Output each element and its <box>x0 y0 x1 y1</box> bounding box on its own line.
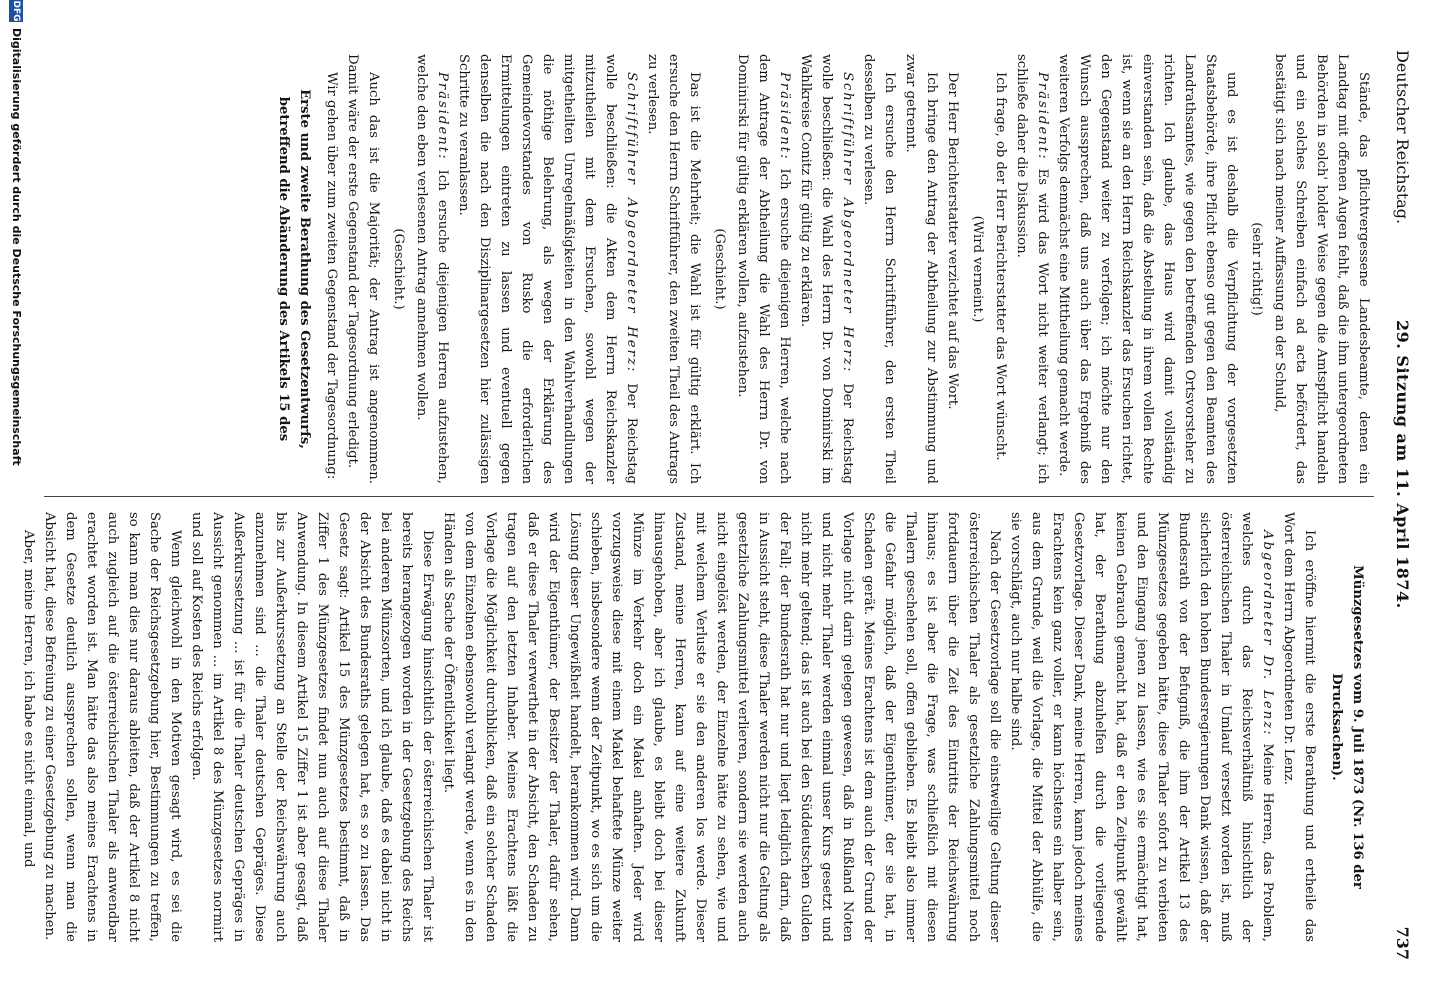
body-paragraph: Ich frage, ob der Herr Berichterstatter das Wort wünscht. <box>993 72 1008 461</box>
body-paragraph: Nach der Gesetzvorlage soll die einstweilige Geltung dieser österreichischen Thaler als gesetzliche Zahlungsmittel noch fortdauern über die Zeit des Eintritts der Reichswährung hinaus; es ist aber die Frage, was schließlich mit diesen Thalern geschehen soll, offen geblieben. Es bleibt also immer die Gefahr möglich, daß der Eigenthümer, der sie hat, in Schaden gerät. Meines Erachtens ist dem auch der Grund der Vorlage nicht darin gelegen gewesen, daß in Rußland Noten und nicht mehr Thaler werden einmal unser Kurs gesetzt und nicht mehr geltend; das ist auch bei den Süddeutschen Gulden der Fall; der Bundesrath hat nur und liegt lediglich darin, daß in Aussicht steht, diese Thaler werden nicht nur die Geltung als gesetzliche Zahlungsmittel verlieren, sondern sie werden auch nicht eingelöst werden, der Einzelne hätte zu sehen, wie und mit welchem Verluste er sie den anderen los werde. Dieser Zustand, meine Herren, kann auf eine weitere Zukunft hinausgehoben, aber ich glaube, es bleibt doch bei dieser Münze im Verkehr doch ein Makel anhaften. Jeder wird vorzugsweise diese mit einem Makel behaftete Münze weiter schieben, insbesondere wenn der Zeitpunkt, wo es sich um die Lösung dieser Ungewißheit handelt, herankommen wird. Dann wird der Eigenthümer, der Besitzer der Thaler, dafür sehen, daß er diese Thaler verwerthet in der Absicht, den Schaden zu tragen auf den letzten Inhaber. Meines Erachtens läßt die Vorlage die Möglichkeit durchblicken, daß ein solcher Schaden von dem Einzelnen ebensowohl verlangt werde, wenn es in den Händen als Sache der Öffentlichkeit liegt. <box>441 512 1002 942</box>
digitization-credit: Digitalisierung gefördert durch die Deutsche Forschungsgemeinschaft <box>10 28 23 466</box>
agenda-heading: Erste und zweite Berathung des Gesetzentwurfs, betreffend die Abänderung des Artikels 15 des <box>276 89 312 449</box>
body-paragraph: und es ist deshalb die Verpflichtung der vorgesetzten Staatsbehörde, ihre Pflicht ebenso gut gegen den Beamten des Landrathsamtes, wie gegen den betreffenden Ortsvorsteher zu richten. Ich glaube, das Haus wird damit vollständig einverstanden sein, daß die Abstellung in ihrem vollen Rechte ist, wenn sie an den Herrn Reichskanzler das Ersuchen richtet, den Gegenstand weiter zu verfolgen; ich möchte nur den Wunsch aussprechen, daß uns auch über das Ergebniß des weiteren Verfolgs demnächst eine Mittheilung gemacht werde. <box>1056 54 1239 484</box>
speech-paragraph <box>732 54 795 484</box>
agenda-heading: Münzgesetzes vom 9. Juli 1873 (Nr. 136 der Drucksachen). <box>1329 565 1365 889</box>
stage-direction: (Geschieht.) <box>391 228 406 310</box>
speech-paragraph <box>453 54 642 484</box>
body-paragraph: Diese Erwägung hinsichtlich der österreichischen Thaler ist bereits herangezogen worden in der Gesetzgebung des Reichs bei anderen Münzsorten, und ich glaube, daß es dabei nicht in der Absicht des Bundesraths gelegen hat, es so zu lassen. Das Gesetz sagt: Artikel 15 des Münzgesetzes bestimmt, daß in Ziffer 1 des Münzgesetzes findet nun auch auf diese Thaler Anwendung. In diesem Artikel 15 Ziffer 1 ist aber gesagt, daß bis zur Außerkurssetzung an Stelle der Reichswährung auch anzunehmen sind ... die Thaler deutschen Gepräges. Diese Außerkurssetzung ... ist für die Thaler deutschen Gepräges in Aussicht genommen ... im Artikel 8 des Münzgesetzes normirt und soll auf Kosten des Reichs erfolgen. <box>189 512 435 942</box>
body-paragraph: Das ist die Mehrheit; die Wahl ist für gültig erklärt. Ich ersuche den Herrn Schriftführer, den zweiten Theil des Antrags zu verlesen. <box>645 54 702 484</box>
speech-text: Ich ersuche diejenigen Herren aufzustehen, welche den eben verlesenen Antrag annehmen wollen. <box>414 54 450 484</box>
speech-paragraph <box>795 54 858 484</box>
speaker-name: Schriftführer Abgeordneter Herz: <box>624 72 639 374</box>
body-paragraph: Wir gehen über zum zweiten Gegenstand der Tagesordnung: <box>324 72 339 480</box>
dfg-logo: DFG <box>11 0 21 22</box>
body-paragraph: Aber, meine Herren, ich habe es nicht einmal, und <box>21 530 36 868</box>
speech-text: Ich ersuche diejenigen Herren, welche nach dem Antrage der Abtheilung die Wahl des Herrn Dr. von Dominirski für gültig erklären wollen, aufzustehen. <box>735 54 792 484</box>
body-paragraph: Wenn gleichwohl in den Motiven gesagt wird, es sei die Sache der Reichsgesetzgebung hier, Bestimmungen zu treffen, so kann man dies nur daraus ableiten, daß der Artikel 8 nicht auch zugleich auf die österreichischen Thaler als anwendbar erachtet worden ist. Man hätte das also meines Erachtens in dem Gesetze deutlich aussprechen sollen, wenn man die Absicht hat, diese Befreiung zu einer Gesetzgebung zu machen. <box>42 512 183 942</box>
speaker-name: Schriftführer Abgeordneter Herz: <box>840 72 855 374</box>
stage-direction: (Geschieht.) <box>712 228 727 310</box>
body-paragraph: Auch das ist die Majorität; der Antrag ist angenommen. Damit wäre der erste Gegenstand der Tagesordnung erledigt. <box>345 54 381 484</box>
left-text-column <box>34 54 1374 484</box>
speaker-name: Präsident: <box>435 72 450 161</box>
header-session-title: 29. Sitzung am 11. April 1874. <box>1393 320 1412 609</box>
speech-text: Der Reichstag wolle beschließen: die Wahl des Herrn Dr. von Dominirski im Wahlkreise Conitz für gültig zu erklären. <box>798 54 855 484</box>
body-paragraph: Der Herr Berichterstatter verzichtet auf das Wort. <box>945 72 960 410</box>
speech-paragraph <box>1011 54 1053 484</box>
speaker-name: Abgeordneter Dr. Lenz: <box>1260 530 1275 737</box>
stage-direction: (sehr richtig!) <box>1249 222 1264 316</box>
column-divider <box>44 496 1374 497</box>
page-number: 737 <box>1393 926 1412 960</box>
speech-text: Der Reichstag wolle beschließen: die Akten dem Herrn Reichskanzler mitzutheilen mit dem Ersuchen, sowohl wegen der mitgetheilten Unregelmäßigkeiten in den Wahlverhandlungen die nöthige Belehrung, als wegen der Erklärung des Gemeindevorstandes von Rusko die erforderlichen Ermittelungen eintreten zu lassen und eventuell gegen denselben die nach den Disziplinargesetzen hier zulässigen Schritte zu veranlassen. <box>456 54 639 484</box>
body-paragraph: Ich bringe den Antrag der Abtheilung zur Abstimmung und zwar getrennt. <box>903 54 939 484</box>
body-paragraph: Stände, das pflichtvergessene Landesbeamte, denen ein Landtag mit offenen Augen fehlt, daß die ihm untergeordneten Behörden in solch' holder Weise gegen die Amtspflicht handeln und ein solches Schreiben einfach ad acta befördert, das bestätigt sich nach meiner Auffassung an der Schuld, <box>1272 54 1371 484</box>
speaker-name: Präsident: <box>777 72 792 161</box>
speech-text: Es wird das Wort nicht weiter verlangt; ich schließe daher die Diskussion. <box>1014 54 1050 484</box>
right-text-column <box>21 512 1374 942</box>
body-paragraph: Ich eröffne hiermit die erste Berathung und ertheile das Wort dem Herrn Abgeordneten Dr. Lenz. <box>1281 512 1317 942</box>
stage-direction: (Wird verneint.) <box>970 215 985 323</box>
header-journal-title: Deutscher Reichstag. <box>1393 50 1412 225</box>
speech-paragraph <box>411 54 453 484</box>
speech-text: Meine Herren, das Problem, welches durch das Reichsverhältniß hinsichtlich der österreichischen Thaler in Umlauf versetzt worden ist, muß sicherlich den hohen Bundesregierungen Dank wissen, daß der Bundesrath von der Befugniß, die ihm der Artikel 13 des Münzgesetzes gegeben hätte, diese Thaler sofort zu verbieten und den Eingang jenen zu lassen, wie es sie ermächtigt hat, keinen Gebrauch gemacht hat, daß er den Zeitpunkt gewählt hat, der Berathung abzuhelfen durch die vorliegende Gesetzvorlage. Dieser Dank, meine Herren, kann jedoch meines Erachtens kein ganz voller, er kann höchstens ein halber sein, aus dem Grunde, weil die Vorlage, die Mittel der Abhülfe, die sie vorschlägt, auch nur halbe sind. <box>1008 512 1275 942</box>
speech-paragraph <box>1005 512 1278 942</box>
body-paragraph: Ich ersuche den Herrn Schriftführer, den ersten Theil desselben zu verlesen. <box>861 54 897 484</box>
page-header <box>1384 50 1424 960</box>
speaker-name: Präsident: <box>1035 72 1050 161</box>
page-footer <box>3 0 27 1000</box>
